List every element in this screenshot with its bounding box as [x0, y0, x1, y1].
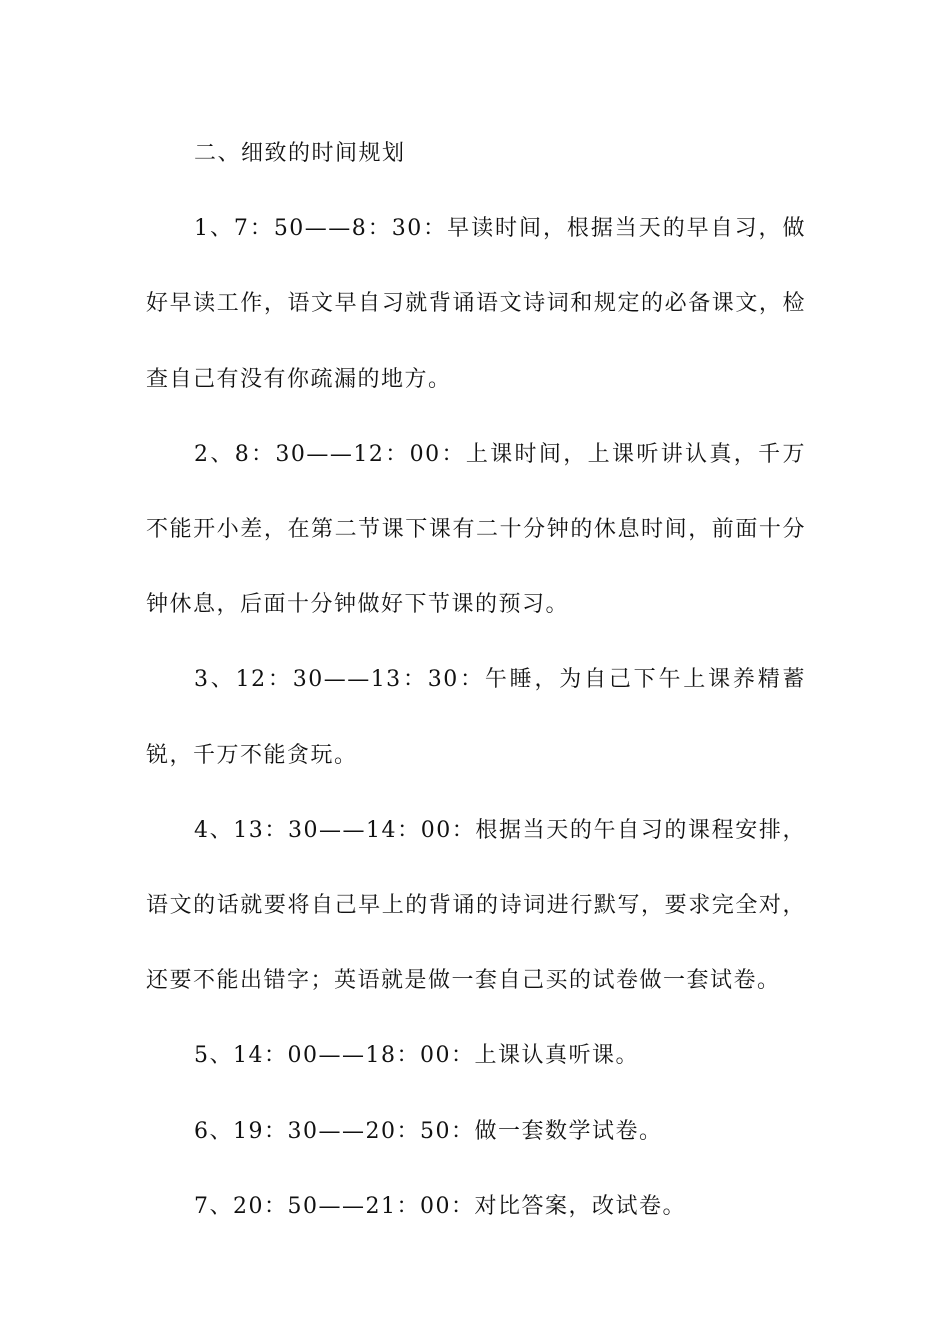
section-heading: 二、细致的时间规划 [194, 141, 406, 166]
schedule-item-2: 2、8：30——12：00：上课时间，上课听讲认真，千万不能开小差，在第二节课下课有二十分钟的休息时间，前面十分钟休息，后面十分钟做好下节课的预习。 [146, 441, 806, 618]
schedule-item-6: 6、19：30——20：50：做一套数学试卷。 [194, 1118, 663, 1144]
schedule-item-4: 4、13：30——14：00：根据当天的午自习的课程安排，语文的话就要将自己早上的背诵的诗词进行默写，要求完全对，还要不能出错字；英语就是做一套自己买的试卷做一套试卷。 [146, 817, 806, 994]
document-body [146, 116, 806, 1244]
schedule-item-5: 5、14：00——18：00：上课认真听课。 [194, 1043, 639, 1069]
schedule-item-7: 7、20：50——21：00：对比答案，改试卷。 [194, 1193, 686, 1219]
schedule-item-1: 1、7：50——8：30：早读时间，根据当天的早自习，做好早读工作，语文早自习就背诵语文诗词和规定的必备课文，检查自己有没有你疏漏的地方。 [146, 216, 806, 392]
schedule-item-3: 3、12：30——13：30：午睡，为自己下午上课养精蓄锐，千万不能贪玩。 [146, 667, 806, 768]
